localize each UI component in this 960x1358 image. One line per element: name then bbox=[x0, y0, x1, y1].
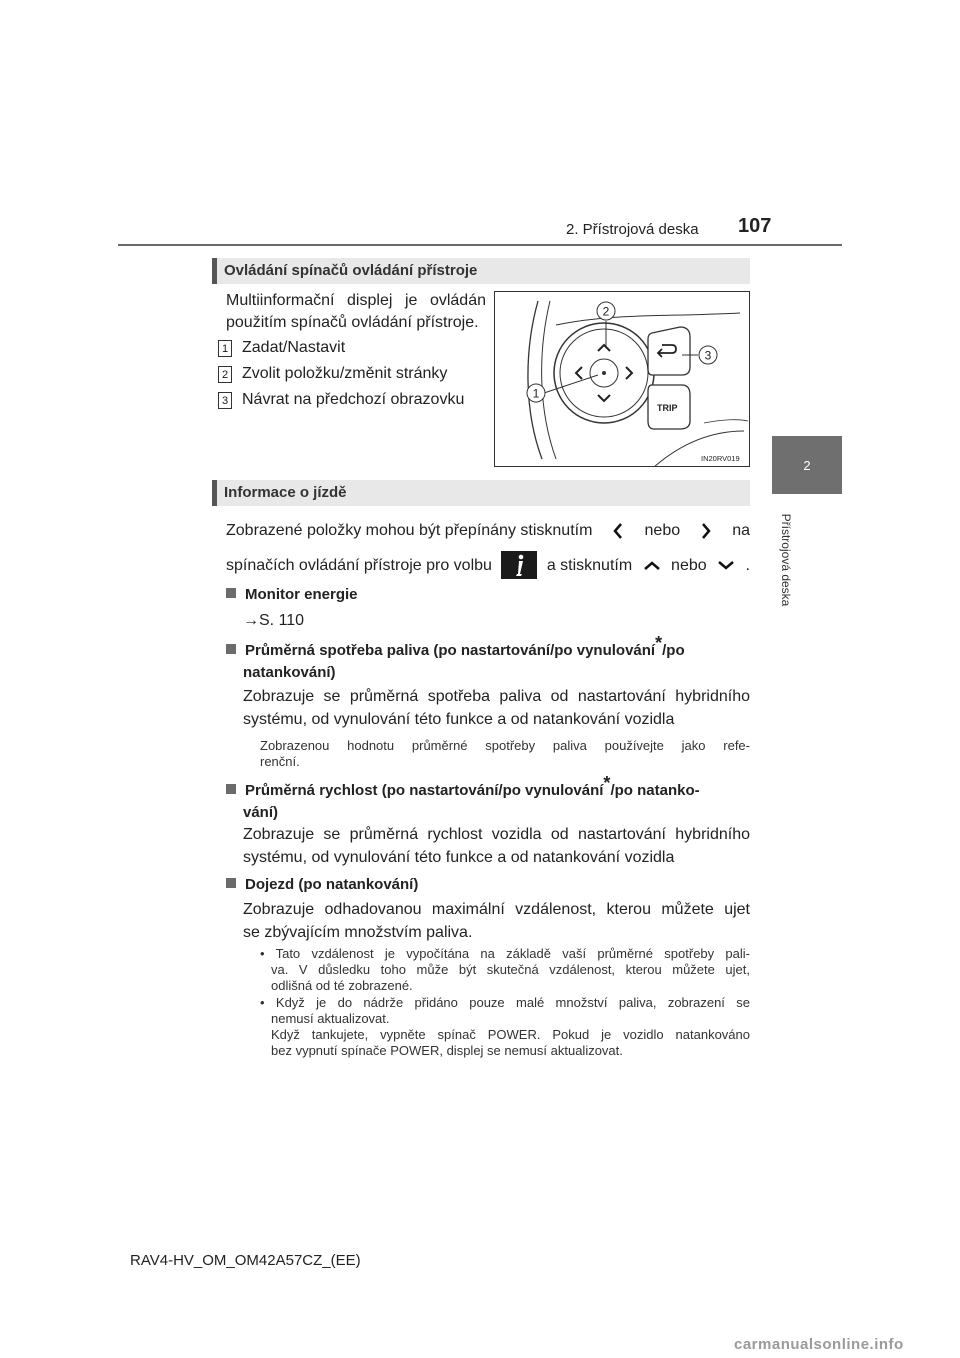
switching-text-line-2 bbox=[226, 551, 750, 579]
avg-fuel-body-line-1: Zobrazuje se průměrná spotřeba paliva od nastartování hybridního bbox=[243, 688, 750, 705]
text-segment: nebo bbox=[644, 522, 681, 539]
bullet-square-icon bbox=[226, 878, 236, 888]
section-heading-controls bbox=[212, 258, 750, 284]
bullet-heading-avg-speed-cont: vání) bbox=[243, 804, 279, 821]
chapter-number: 2 bbox=[803, 457, 811, 473]
steering-switch-figure bbox=[494, 291, 750, 467]
figure-callout-1: 1 bbox=[532, 386, 540, 401]
figure-callout-2: 2 bbox=[602, 304, 610, 319]
chevron-down-icon bbox=[716, 558, 736, 572]
chevron-right-icon bbox=[699, 521, 713, 541]
section-heading-text: Informace o jízdě bbox=[224, 484, 347, 501]
footnote-star: * bbox=[603, 773, 611, 793]
bullet-heading-text: Průměrná spotřeba paliva (po nastartování/po vynulování bbox=[245, 642, 656, 659]
watermark: carmanualsonline.info bbox=[734, 1336, 904, 1353]
avg-speed-body-line-2: systému, od vynulování této funkce a od natankování vozidla bbox=[243, 849, 675, 866]
info-i-glyph bbox=[501, 551, 537, 579]
intro-line-1: Multiinformační displej je ovládán bbox=[226, 292, 486, 309]
chapter-tab bbox=[772, 436, 842, 494]
text-segment: nebo bbox=[671, 556, 707, 574]
item-label: Návrat na předchozí obrazovku bbox=[242, 391, 465, 408]
bullet-square-icon bbox=[226, 588, 236, 598]
text-segment: Zobrazené položky mohou být přepínány stisknutím bbox=[226, 522, 593, 539]
bullet-square-icon bbox=[226, 644, 236, 654]
bullet-heading-text: Dojezd (po natankování) bbox=[245, 876, 419, 893]
footnote-star: * bbox=[655, 633, 663, 653]
bullet-heading-text: Průměrná rychlost (po nastartování/po vynulování bbox=[245, 782, 604, 799]
range-note-line-2: va. V důsledku toho může být skutečná vzdálenost, kterou můžete ujet, bbox=[271, 962, 750, 977]
range-note-line-6: Když tankujete, vypněte spínač POWER. Pokud je vozidlo natankováno bbox=[271, 1027, 750, 1042]
chevron-left-icon bbox=[611, 521, 625, 541]
document-code: RAV4-HV_OM_OM42A57CZ_(EE) bbox=[130, 1252, 361, 1269]
avg-fuel-note-line-1: Zobrazenou hodnotu průměrné spotřeby paliva používejte jako refe- bbox=[260, 738, 750, 753]
bullet-heading-range bbox=[226, 872, 418, 897]
switching-text-line-1 bbox=[226, 518, 750, 543]
header-section-title: 2. Přístrojová deska bbox=[566, 221, 699, 238]
item-label: Zvolit položku/změnit stránky bbox=[242, 365, 448, 382]
chapter-side-label bbox=[766, 500, 806, 620]
range-body-line-1: Zobrazuje odhadovanou maximální vzdálenost, kterou můžete ujet bbox=[243, 901, 750, 918]
bullet-heading-text: /po natanko- bbox=[610, 782, 700, 799]
steering-switch-illustration bbox=[494, 291, 750, 467]
bullet-heading-avg-fuel-cont: natankování) bbox=[243, 664, 336, 681]
item-number-box: 3 bbox=[218, 392, 232, 409]
text-segment: . bbox=[745, 556, 750, 574]
trip-button-label: TRIP bbox=[657, 403, 678, 413]
text-segment: spínačích ovládání přístroje pro volbu bbox=[226, 556, 492, 574]
bullet-heading-text: /po bbox=[662, 642, 685, 659]
range-note-line-4: • Když je do nádrže přidáno pouze malé množství paliva, zobrazení se bbox=[260, 995, 750, 1010]
figure-callout-3: 3 bbox=[704, 348, 712, 363]
section-heading-text: Ovládání spínačů ovládání přístroje bbox=[224, 262, 478, 279]
info-icon bbox=[501, 551, 537, 579]
section-heading-trip-info bbox=[212, 480, 750, 506]
text-segment: a stisknutím bbox=[546, 556, 633, 574]
avg-fuel-body-line-2: systému, od vynulování této funkce a od natankování vozidla bbox=[243, 711, 675, 728]
avg-speed-body-line-1: Zobrazuje se průměrná rychlost vozidla od nastartování hybridního bbox=[243, 826, 750, 843]
item-number-box: 1 bbox=[218, 340, 232, 357]
item-label: Zadat/Nastavit bbox=[242, 339, 346, 356]
header-rule bbox=[118, 244, 842, 246]
bullet-heading-text: Monitor energie bbox=[245, 586, 358, 603]
bullet-heading-energy-monitor bbox=[226, 582, 358, 607]
chapter-title: Přístrojová deska bbox=[779, 513, 793, 607]
range-body-line-2: se zbývajícím množstvím paliva. bbox=[243, 924, 473, 941]
page-number: 107 bbox=[738, 215, 772, 237]
range-note-line-7: bez vypnutí spínače POWER, displej se nemusí aktualizovat. bbox=[271, 1043, 623, 1058]
range-note-line-1: • Tato vzdálenost je vypočítána na základě vaší průměrné spotřeby pali- bbox=[260, 946, 750, 961]
item-number-box: 2 bbox=[218, 366, 232, 383]
figure-code: IN20RV019 bbox=[701, 454, 740, 463]
bullet-heading-avg-speed bbox=[226, 773, 750, 803]
range-note-line-5: nemusí aktualizovat. bbox=[271, 1011, 390, 1026]
page-reference: →S. 110 bbox=[243, 612, 305, 629]
range-note-line-3: odlišná od té zobrazené. bbox=[271, 978, 413, 993]
bullet-square-icon bbox=[226, 784, 236, 794]
intro-line-2: použitím spínačů ovládání přístroje. bbox=[226, 314, 479, 331]
text-segment: na bbox=[732, 522, 750, 539]
chevron-up-icon bbox=[642, 558, 662, 572]
avg-fuel-note-line-2: renční. bbox=[260, 754, 300, 769]
